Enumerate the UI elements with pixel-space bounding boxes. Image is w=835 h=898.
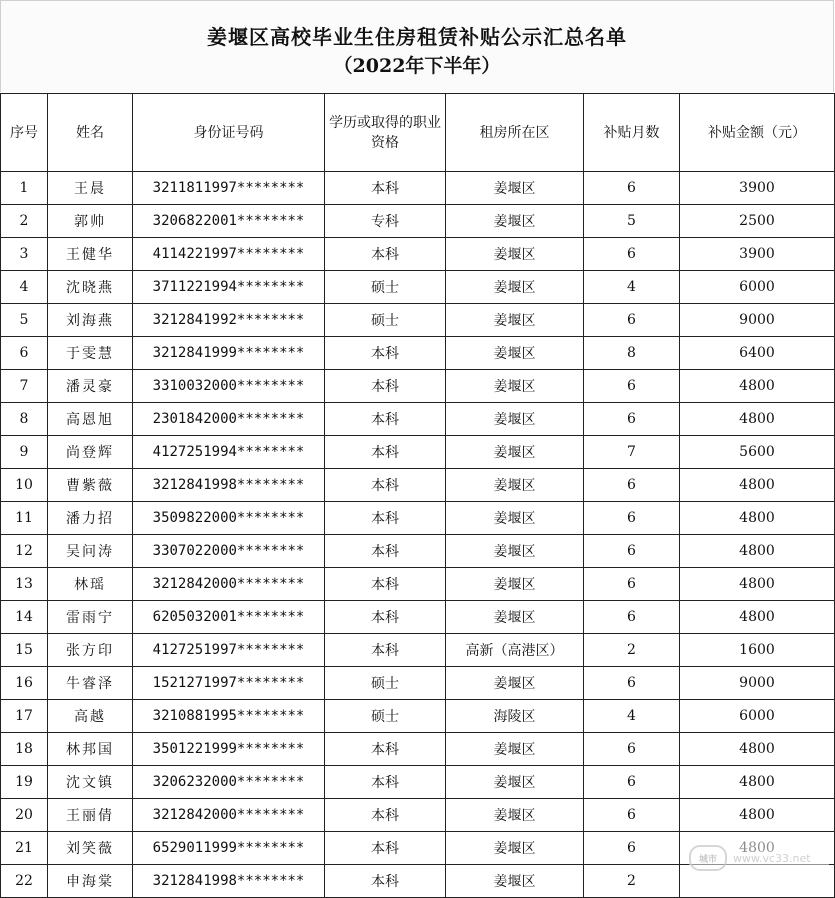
cell-id-number: 3212842000******** [133,799,325,832]
cell-id-number: 3711221994******** [133,271,325,304]
table-row [1,766,835,799]
cell-id-number: 3509822000******** [133,502,325,535]
cell-index: 4 [1,271,48,304]
cell-district: 姜堰区 [446,502,584,535]
cell-index: 15 [1,634,48,667]
cell-qualification: 硕士 [325,271,446,304]
cell-months: 6 [584,502,680,535]
cell-qualification: 本科 [325,436,446,469]
cell-index: 1 [1,172,48,205]
cell-district: 姜堰区 [446,733,584,766]
cell-months: 6 [584,370,680,403]
column-header-months: 补贴月数 [584,94,680,172]
cell-name: 申海棠 [48,865,133,898]
cell-months: 6 [584,799,680,832]
cell-index: 20 [1,799,48,832]
table-row [1,370,835,403]
cell-district: 姜堰区 [446,337,584,370]
cell-index: 14 [1,601,48,634]
cell-id-number: 3212842000******** [133,568,325,601]
cell-months: 8 [584,337,680,370]
cell-months: 6 [584,832,680,865]
cell-id-number: 6529011999******** [133,832,325,865]
title-block [0,0,834,92]
cell-name: 潘灵豪 [48,370,133,403]
cell-index: 19 [1,766,48,799]
cell-amount: 4800 [680,568,835,601]
cell-months: 6 [584,304,680,337]
cell-id-number: 3501221999******** [133,733,325,766]
cell-district: 姜堰区 [446,568,584,601]
cell-id-number: 4114221997******** [133,238,325,271]
cell-months: 2 [584,865,680,898]
table-row [1,271,835,304]
cell-district: 姜堰区 [446,403,584,436]
site-watermark [689,841,829,875]
cell-name: 王晨 [48,172,133,205]
cell-district: 姜堰区 [446,205,584,238]
cell-name: 高越 [48,700,133,733]
table-row [1,469,835,502]
cell-amount: 3900 [680,172,835,205]
cell-months: 6 [584,766,680,799]
table-row [1,172,835,205]
cell-qualification: 硕士 [325,667,446,700]
cell-amount: 6000 [680,271,835,304]
cell-months: 4 [584,271,680,304]
cell-index: 8 [1,403,48,436]
cell-amount: 4800 [680,799,835,832]
cell-months: 6 [584,238,680,271]
table-header-row [1,94,835,172]
cell-index: 5 [1,304,48,337]
cell-index: 16 [1,667,48,700]
table-row [1,502,835,535]
cell-amount: 1600 [680,634,835,667]
table-row [1,403,835,436]
cell-id-number: 3307022000******** [133,535,325,568]
cell-amount: 6000 [680,700,835,733]
cell-months: 2 [584,634,680,667]
cell-qualification: 硕士 [325,304,446,337]
cell-qualification: 硕士 [325,700,446,733]
cell-qualification: 本科 [325,469,446,502]
cell-index: 21 [1,832,48,865]
cell-name: 郭帅 [48,205,133,238]
cell-name: 雷雨宁 [48,601,133,634]
cell-district: 姜堰区 [446,436,584,469]
cell-index: 2 [1,205,48,238]
cell-amount: 4800 [680,733,835,766]
cell-id-number: 3210881995******** [133,700,325,733]
cell-index: 6 [1,337,48,370]
cell-district: 姜堰区 [446,601,584,634]
cell-name: 潘力招 [48,502,133,535]
cell-months: 6 [584,172,680,205]
cell-months: 5 [584,205,680,238]
table-row [1,238,835,271]
cell-id-number: 3206232000******** [133,766,325,799]
table-row [1,205,835,238]
cell-qualification: 本科 [325,568,446,601]
cell-amount: 4800 [680,601,835,634]
cell-months: 6 [584,469,680,502]
cell-amount: 4800 [680,535,835,568]
cell-index: 7 [1,370,48,403]
cell-district: 姜堰区 [446,271,584,304]
cell-amount: 5600 [680,436,835,469]
cell-district: 姜堰区 [446,667,584,700]
cell-qualification: 专科 [325,205,446,238]
cell-index: 13 [1,568,48,601]
cell-district: 姜堰区 [446,799,584,832]
column-header-amount: 补贴金额（元） [680,94,835,172]
cell-name: 牛睿泽 [48,667,133,700]
table-row [1,601,835,634]
cell-amount: 4800 [680,469,835,502]
cell-qualification: 本科 [325,337,446,370]
cell-id-number: 3212841998******** [133,469,325,502]
table-row [1,799,835,832]
cell-index: 17 [1,700,48,733]
cell-amount: 6400 [680,337,835,370]
cell-district: 姜堰区 [446,865,584,898]
column-header-index: 序号 [1,94,48,172]
cell-name: 刘海燕 [48,304,133,337]
cell-qualification: 本科 [325,832,446,865]
cell-district: 姜堰区 [446,766,584,799]
cell-district: 海陵区 [446,700,584,733]
watermark-logo: 城市 [689,845,727,871]
cell-name: 吴问涛 [48,535,133,568]
table-row [1,634,835,667]
cell-district: 姜堰区 [446,832,584,865]
cell-qualification: 本科 [325,766,446,799]
cell-months: 6 [584,535,680,568]
table-row [1,337,835,370]
cell-district: 姜堰区 [446,238,584,271]
table-row [1,700,835,733]
cell-qualification: 本科 [325,238,446,271]
cell-district: 姜堰区 [446,304,584,337]
cell-name: 尚登辉 [48,436,133,469]
cell-months: 6 [584,601,680,634]
cell-qualification: 本科 [325,403,446,436]
cell-id-number: 4127251994******** [133,436,325,469]
cell-amount: 4800 [680,403,835,436]
cell-months: 6 [584,403,680,436]
cell-district: 姜堰区 [446,535,584,568]
cell-id-number: 3206822001******** [133,205,325,238]
column-header-qualification: 学历或取得的职业资格 [325,94,446,172]
cell-name: 高恩旭 [48,403,133,436]
cell-name: 曹紫薇 [48,469,133,502]
cell-qualification: 本科 [325,172,446,205]
cell-id-number: 2301842000******** [133,403,325,436]
document-title: 姜堰区高校毕业生住房租赁补贴公示汇总名单 [207,25,627,49]
cell-name: 王健华 [48,238,133,271]
column-header-id-number: 身份证号码 [133,94,325,172]
cell-amount: 4800 [680,502,835,535]
cell-months: 6 [584,667,680,700]
cell-index: 3 [1,238,48,271]
cell-qualification: 本科 [325,799,446,832]
cell-name: 沈文镇 [48,766,133,799]
column-header-name: 姓名 [48,94,133,172]
document-subtitle: （2022年下半年） [333,55,501,77]
table-row [1,535,835,568]
table-row [1,733,835,766]
cell-index: 18 [1,733,48,766]
cell-index: 12 [1,535,48,568]
cell-months: 4 [584,700,680,733]
cell-district: 姜堰区 [446,469,584,502]
cell-district: 高新（高港区） [446,634,584,667]
cell-amount: 9000 [680,667,835,700]
cell-qualification: 本科 [325,370,446,403]
table-row [1,667,835,700]
cell-id-number: 3212841992******** [133,304,325,337]
cell-name: 沈晓燕 [48,271,133,304]
cell-name: 刘笑薇 [48,832,133,865]
table-row [1,304,835,337]
cell-index: 9 [1,436,48,469]
table-row [1,568,835,601]
cell-district: 姜堰区 [446,172,584,205]
cell-id-number: 1521271997******** [133,667,325,700]
cell-id-number: 3212841998******** [133,865,325,898]
cell-amount: 3900 [680,238,835,271]
cell-qualification: 本科 [325,502,446,535]
cell-months: 6 [584,568,680,601]
cell-id-number: 6205032001******** [133,601,325,634]
cell-id-number: 4127251997******** [133,634,325,667]
cell-name: 于雯慧 [48,337,133,370]
cell-id-number: 3310032000******** [133,370,325,403]
cell-index: 22 [1,865,48,898]
cell-index: 10 [1,469,48,502]
cell-months: 6 [584,733,680,766]
table-row [1,436,835,469]
column-header-district: 租房所在区 [446,94,584,172]
cell-index: 11 [1,502,48,535]
cell-months: 7 [584,436,680,469]
cell-name: 王丽倩 [48,799,133,832]
cell-name: 林瑶 [48,568,133,601]
cell-qualification: 本科 [325,634,446,667]
cell-amount: 4800 [680,370,835,403]
cell-qualification: 本科 [325,865,446,898]
cell-amount: 9000 [680,304,835,337]
cell-district: 姜堰区 [446,370,584,403]
cell-id-number: 3211811997******** [133,172,325,205]
cell-name: 林邦国 [48,733,133,766]
cell-qualification: 本科 [325,733,446,766]
cell-id-number: 3212841999******** [133,337,325,370]
cell-name: 张方印 [48,634,133,667]
cell-amount: 4800 [680,766,835,799]
subsidy-table [0,93,835,898]
table-body [1,172,835,898]
cell-amount: 2500 [680,205,835,238]
cell-qualification: 本科 [325,535,446,568]
watermark-url: www.vc33.net [733,851,811,865]
cell-qualification: 本科 [325,601,446,634]
